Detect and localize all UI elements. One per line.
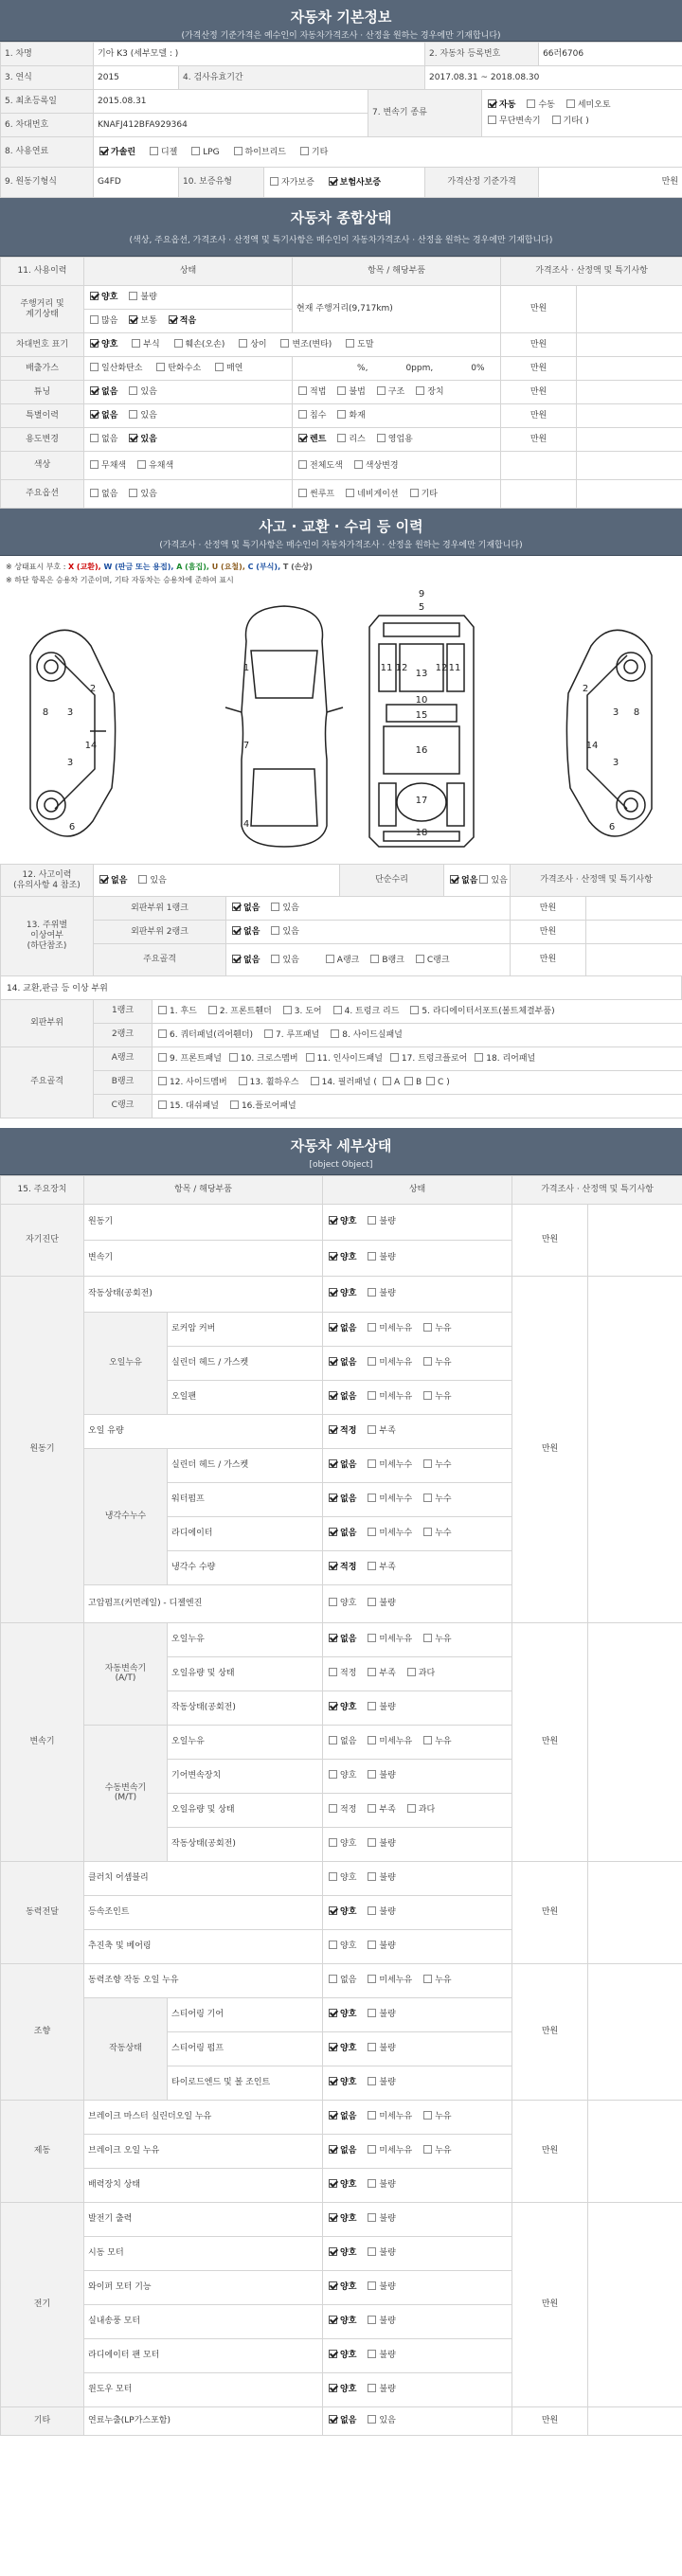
reg-number-label: 2. 자동차 등록번호 (425, 43, 539, 66)
main-frame-label: 주요골격 (94, 944, 226, 976)
checkbox[interactable] (410, 1006, 419, 1014)
detail-status-table: 15. 주요장치 항목 / 해당부품 상태 가격조사 · 산정액 및 특기사항 자기진단 원동기 양호 불량 만원 변속기 양호 불량 원동기 작동상태(공회전) 양호 불량 만원 오일누유 로커암 커버 없음 미세누유 누유 실린더 헤드 / 가스켓 없음 미세누유 누유 오일팬 없음 미세누유 누유 오일 유량 적정 부족 냉각수누수 실린더 헤드 / 가스켓 없음 미세누수 누수 워터펌프 없음 미세누수 누수 라디에이터 없음 미세누수 누수 냉각수 수량 적정 부족 고압펌프(커먼레일) - 디젤엔진 양호 불량 변속기 자동변속기 (A/T) 오일누유 없음 미세누유 누유 만원 오일유량 및 상태 적정 부족 과다 작동상태(공회전) 양호 불량 수동변속기 (M/T) 오일누유 없음 미세누유 누유 기어변속장치 양호 불량 오일유량 및 상태 적정 부족 과다 작동상태(공회전) 양호 불량 동력전달 클러치 어셈블리 양호 불량 만원 등속조인트 양호 불량 추진축 및 베어링 양호 불량 조향 동력조향 작동 오일 누유 없음 미세누유 누유 만원 작동상태 스티어링 기어 양호 불량 스티어링 펌프 양호 불량 타이로드엔드 및 볼 조인트 양호 불량 제동 브레이크 마스터 실린더오일 누유 없음 미세누유 누유 만원 브레이크 오일 누유 없음 미세누유 누유 배력장치 상태 양호 불량 전기 발전기 출력 양호 불량 만원 시동 모터 양호 불량 와이퍼 모터 기능 양호 불량 실내송풍 모터 양호 불량 라디에이터 팬 모터 양호 불량 윈도우 모터 양호 불량 기타 연료누출(LP가스포함) 없음 있음 만원 (0, 1175, 682, 2436)
checkbox[interactable] (138, 875, 147, 884)
checkbox-checked[interactable] (329, 1702, 337, 1710)
part-1-label: 1 (242, 663, 250, 673)
checkbox-checked[interactable] (129, 434, 137, 442)
checkbox-checked[interactable] (329, 2179, 337, 2188)
checkbox-checked[interactable] (90, 292, 99, 300)
checkbox-checked[interactable] (329, 1425, 337, 1434)
checkbox[interactable] (329, 1770, 337, 1779)
checkbox[interactable] (368, 2111, 376, 2120)
checkbox[interactable] (416, 386, 424, 395)
checkbox-checked[interactable] (329, 1634, 337, 1642)
part-17-label: 17 (415, 796, 428, 806)
checkbox[interactable] (271, 903, 279, 911)
checkbox[interactable] (368, 1804, 376, 1813)
checkbox[interactable] (368, 1323, 376, 1332)
checkbox[interactable] (368, 1288, 376, 1297)
checkbox-checked[interactable] (329, 2384, 337, 2392)
section-title: 자동차 기본정보 (290, 9, 392, 26)
checkbox[interactable] (229, 1053, 238, 1062)
checkbox[interactable] (423, 1323, 432, 1332)
checkbox-checked[interactable] (329, 1528, 337, 1536)
accident-history-label: 12. 사고이력 (유의사항 4 참조) (1, 865, 94, 897)
simple-repair-label: 단순수리 (340, 865, 444, 897)
fuel-label: 8. 사용연료 (1, 137, 94, 168)
checkbox[interactable] (129, 292, 137, 300)
checkbox-checked[interactable] (329, 177, 337, 186)
checkbox[interactable] (298, 460, 307, 469)
checkbox[interactable] (368, 2384, 376, 2392)
checkbox[interactable] (90, 363, 99, 371)
checkbox[interactable] (90, 434, 99, 442)
transmission-options: 자동 수동 세미오토 무단변속기 기타( ) (482, 90, 682, 137)
checkbox[interactable] (208, 1006, 217, 1014)
checkbox[interactable] (311, 1077, 319, 1085)
col-usage-history: 11. 사용이력 (1, 258, 84, 286)
options-label: 주요옵션 (1, 480, 84, 509)
checkbox[interactable] (300, 147, 309, 155)
checkbox-checked[interactable] (329, 2281, 337, 2290)
checkbox[interactable] (150, 147, 158, 155)
checkbox[interactable] (368, 1736, 376, 1744)
checkbox[interactable] (368, 2350, 376, 2358)
checkbox[interactable] (368, 1459, 376, 1468)
outer-rank1-label: 외판부위 1랭크 (94, 897, 226, 921)
col-item: 항목 / 해당부품 (84, 1175, 323, 1204)
checkbox-checked[interactable] (329, 1494, 337, 1502)
checkbox[interactable] (377, 434, 386, 442)
group-transmission: 변속기 (1, 1622, 84, 1861)
year-label: 3. 연식 (1, 66, 94, 90)
inspection-label: 4. 검사유효기간 (179, 66, 425, 90)
checkbox[interactable] (368, 1770, 376, 1779)
checkbox[interactable] (368, 1216, 376, 1225)
checkbox[interactable] (368, 1252, 376, 1261)
checkbox[interactable] (368, 1598, 376, 1606)
first-reg-value: 2015.08.31 (94, 90, 368, 114)
tuning-label: 튜닝 (1, 381, 84, 404)
checkbox[interactable] (423, 1634, 432, 1642)
checkbox[interactable] (129, 410, 137, 419)
checkbox-checked[interactable] (329, 2213, 337, 2222)
main-frame-group-label: 주요골격 (1, 1046, 94, 1118)
col-price: 가격조사 · 산정액 및 특기사항 (501, 258, 682, 286)
basic-info-header (0, 0, 682, 42)
checkbox-checked[interactable] (329, 2077, 337, 2085)
checkbox[interactable] (329, 1804, 337, 1813)
vin-label: 6. 차대번호 (1, 114, 94, 137)
checkbox-checked[interactable] (329, 1391, 337, 1400)
checkbox[interactable] (129, 489, 137, 497)
section-title: 사고 · 교환 · 수리 등 이력 (259, 518, 423, 535)
checkbox[interactable] (368, 1528, 376, 1536)
transmission-label: 7. 변속기 종류 (368, 90, 482, 137)
checkbox[interactable] (368, 1941, 376, 1949)
checkbox[interactable] (329, 1975, 337, 1983)
checkbox[interactable] (370, 955, 379, 963)
checkbox[interactable] (368, 2077, 376, 2085)
checkbox[interactable] (191, 147, 200, 155)
warranty-label: 10. 보증유형 (179, 168, 264, 198)
checkbox[interactable] (390, 1053, 399, 1062)
part-3b-label: 3 (66, 758, 74, 768)
checkbox[interactable] (239, 339, 247, 348)
checkbox[interactable] (423, 1528, 432, 1536)
group-brake: 제동 (1, 2100, 84, 2202)
checkbox[interactable] (368, 1494, 376, 1502)
group-electric: 전기 (1, 2202, 84, 2406)
section-title: 자동차 종합상태 (290, 209, 392, 226)
checkbox[interactable] (368, 2281, 376, 2290)
checkbox[interactable] (90, 460, 99, 469)
checkbox-checked[interactable] (329, 2145, 337, 2154)
checkbox[interactable] (368, 2043, 376, 2051)
checkbox[interactable] (132, 339, 140, 348)
checkbox[interactable] (368, 2415, 376, 2424)
checkbox[interactable] (527, 99, 535, 108)
checkbox[interactable] (129, 386, 137, 395)
outer-rank2-label: 외판부위 2랭크 (94, 921, 226, 944)
checkbox[interactable] (368, 2145, 376, 2154)
checkbox[interactable] (423, 2111, 432, 2120)
part-12b-label: 12 (435, 663, 448, 673)
detail-status-header (0, 1128, 682, 1175)
part-16-label: 16 (415, 745, 428, 756)
part-2-label: 2 (89, 684, 97, 694)
checkbox[interactable] (329, 1838, 337, 1847)
checkbox[interactable] (423, 1357, 432, 1366)
part-13-label: 13 (415, 669, 428, 679)
checkbox[interactable] (326, 955, 334, 963)
checkbox[interactable] (426, 1077, 435, 1085)
checkbox[interactable] (416, 955, 424, 963)
checkbox[interactable] (137, 460, 146, 469)
checkbox[interactable] (383, 1077, 391, 1085)
group-power-transfer: 동력전달 (1, 1861, 84, 1963)
group-self-diag: 자기진단 (1, 1204, 84, 1276)
checkbox-checked[interactable] (329, 2316, 337, 2324)
checkbox[interactable] (368, 1562, 376, 1570)
checkbox[interactable] (158, 1029, 167, 1038)
special-history-label: 특별이력 (1, 404, 84, 428)
checkbox[interactable] (410, 489, 419, 497)
checkbox-checked[interactable] (329, 1252, 337, 1261)
checkbox[interactable] (407, 1668, 416, 1676)
checkbox-checked[interactable] (329, 2111, 337, 2120)
checkbox[interactable] (368, 2213, 376, 2222)
engine-type-value: G4FD (94, 168, 179, 198)
checkbox[interactable] (298, 410, 307, 419)
legend: ※ 상태표시 부호 : X (교환), W (판금 또는 용접), A (흠집), U (요철), C (부식), T (손상) ※ 하단 항목은 승용차 기준이며, 기타 자동차는 승용차에 준하여 표시 (6, 563, 313, 584)
checkbox-checked[interactable] (129, 315, 137, 324)
vehicle-diagram: 1 2 3 3 4 5 6 7 8 9 10 11 11 12 12 13 14 15 16 17 18 2 3 8 3 14 6 (0, 589, 682, 864)
section-subtitle: (가격산정 기준가격은 예수인이 자동차가격조사 · 산정을 원하는 경우에만 기재합니다) (181, 31, 501, 41)
checkbox[interactable] (158, 1077, 167, 1085)
checkbox[interactable] (423, 1975, 432, 1983)
checkbox[interactable] (298, 489, 307, 497)
checkbox[interactable] (488, 116, 496, 124)
warranty-options: 자가보증 보험사보증 (264, 168, 425, 198)
checkbox[interactable] (423, 1459, 432, 1468)
part-11-label: 11 (380, 663, 393, 673)
checkbox-checked[interactable] (329, 2247, 337, 2256)
part-15-label: 15 (415, 710, 428, 721)
outer-panel-label: 외판부위 (1, 999, 94, 1046)
part-4-label: 4 (242, 819, 250, 830)
checkbox[interactable] (354, 460, 363, 469)
base-price-unit: 만원 (539, 168, 682, 198)
checkbox-checked[interactable] (232, 926, 241, 935)
checkbox[interactable] (368, 2316, 376, 2324)
vin-value: KNAFJ412BFA929364 (94, 114, 368, 137)
part-14-label: 14 (84, 741, 98, 751)
inspection-value: 2017.08.31 ~ 2018.08.30 (425, 66, 682, 90)
usage-change-label: 용도변경 (1, 428, 84, 452)
checkbox[interactable] (333, 1006, 342, 1014)
checkbox[interactable] (234, 147, 242, 155)
part-5-label: 5 (418, 602, 425, 613)
reg-number-value: 66러6706 (539, 43, 682, 66)
checkbox[interactable] (306, 1053, 314, 1062)
section-subtitle: (가격조사 · 산정액 및 특기사항은 매수인이 자동차가격조사 · 산정을 원하는 경우에만 기재합니다) (159, 541, 523, 550)
col-main-device: 15. 주요장치 (1, 1175, 84, 1204)
part-12-label: 12 (395, 663, 408, 673)
checkbox[interactable] (552, 116, 561, 124)
checkbox-checked[interactable] (232, 955, 241, 963)
checkbox[interactable] (368, 1872, 376, 1881)
checkbox-checked[interactable] (329, 2415, 337, 2424)
checkbox[interactable] (479, 875, 488, 884)
checkbox[interactable] (174, 339, 183, 348)
group-steering: 조향 (1, 1963, 84, 2100)
first-reg-label: 5. 최초등록일 (1, 90, 94, 114)
checkbox[interactable] (475, 1053, 483, 1062)
part-6-label: 6 (68, 822, 76, 832)
checkbox[interactable] (271, 926, 279, 935)
checkbox[interactable] (346, 489, 354, 497)
checkbox-checked[interactable] (99, 875, 108, 884)
checkbox-checked[interactable] (90, 410, 99, 419)
col-item: 항목 / 해당부품 (293, 258, 501, 286)
col-price: 가격조사 · 산정액 및 특기사항 (511, 865, 682, 897)
col-status: 상태 (84, 258, 293, 286)
checkbox-checked[interactable] (329, 1357, 337, 1366)
checkbox-checked[interactable] (329, 1288, 337, 1297)
part-18-label: 18 (415, 828, 428, 838)
checkbox[interactable] (368, 2179, 376, 2188)
section-subtitle: (색상, 주요옵션, 가격조사 · 산정액 및 특기사항은 매수인이 자동차가격조사 · 산정을 원하는 경우에만 기재합니다) (129, 236, 553, 245)
checkbox[interactable] (337, 410, 346, 419)
checkbox-checked[interactable] (450, 875, 458, 884)
checkbox[interactable] (329, 1736, 337, 1744)
part-9-label: 9 (418, 589, 425, 599)
fuel-options: 가솔린 디젤 LPG 하이브리드 기타 (94, 137, 682, 168)
checkbox[interactable] (423, 1736, 432, 1744)
part-7-label: 7 (242, 741, 250, 751)
checkbox-checked[interactable] (329, 2350, 337, 2358)
group-etc: 기타 (1, 2406, 84, 2435)
checkbox-checked[interactable] (329, 1906, 337, 1915)
checkbox-checked[interactable] (298, 434, 307, 442)
checkbox[interactable] (90, 315, 99, 324)
checkbox[interactable] (337, 386, 346, 395)
part-10-label: 10 (415, 695, 428, 706)
checkbox[interactable] (329, 1941, 337, 1949)
checkbox[interactable] (407, 1804, 416, 1813)
checkbox[interactable] (156, 363, 165, 371)
checkbox-checked[interactable] (232, 903, 241, 911)
part-11b-label: 11 (448, 663, 461, 673)
col-price: 가격조사 · 산정액 및 특기사항 (512, 1175, 682, 1204)
accident-history-header (0, 509, 682, 556)
color-label: 색상 (1, 452, 84, 480)
checkbox[interactable] (368, 1425, 376, 1434)
group-engine: 원동기 (1, 1276, 84, 1622)
checkbox[interactable] (423, 1391, 432, 1400)
basic-info-table (0, 42, 682, 198)
checkbox[interactable] (368, 1391, 376, 1400)
checkbox[interactable] (368, 1838, 376, 1847)
year-value: 2015 (94, 66, 179, 90)
checkbox[interactable] (280, 339, 289, 348)
part-8-label: 8 (42, 707, 49, 718)
checkbox[interactable] (368, 1906, 376, 1915)
checkbox[interactable] (368, 1702, 376, 1710)
checkbox[interactable] (331, 1029, 339, 1038)
exchange-parts-table: 외판부위 1랭크 1. 후드 2. 프론트휀더 3. 도어 4. 트렁크 리드 5. 라디에이터서포트(볼트체결부품) 2랭크 6. 쿼터패널(리어휀더) 7. 루프패널 8. 사이드실패널 주요골격 A랭크 9. 프론트패널 10. 크로스멤버 11. 인사이드패널 17. 트렁크플로어 18. 리어패널 B랭크 12. 사이드멤버 13. 휠하우스 14. 필러패널 ( A B C ) C랭크 15. 대쉬패널 16.플로어패널 (0, 999, 682, 1118)
overall-status-header (0, 198, 682, 257)
checkbox[interactable] (298, 386, 307, 395)
accident-summary-table: 12. 사고이력 (유의사항 4 참조) 없음 있음 단순수리 없음 있음 가격조사 · 산정액 및 특기사항 13. 주위별 이상여부 (하단참조) 외판부위 1랭크 없음 있음 만원 외판부위 2랭크 없음 있음 만원 주요골격 없음 있음 A랭크 B랭크 C랭크 만원 (0, 864, 682, 976)
checkbox-checked[interactable] (329, 1562, 337, 1570)
checkbox[interactable] (423, 1494, 432, 1502)
checkbox[interactable] (329, 1668, 337, 1676)
checkbox[interactable] (423, 2145, 432, 2154)
emission-label: 배출가스 (1, 357, 84, 381)
checkbox[interactable] (158, 1100, 167, 1109)
checkbox[interactable] (368, 1357, 376, 1366)
col-status: 상태 (323, 1175, 512, 1204)
checkbox-checked[interactable] (329, 1216, 337, 1225)
engine-type-label: 9. 원동기형식 (1, 168, 94, 198)
checkbox[interactable] (346, 339, 354, 348)
price-unit: 만원 (501, 286, 577, 333)
part-3-label: 3 (66, 707, 74, 718)
checkbox[interactable] (329, 1598, 337, 1606)
checkbox-checked[interactable] (90, 386, 99, 395)
checkbox[interactable] (283, 1006, 292, 1014)
checkbox[interactable] (404, 1077, 413, 1085)
checkbox[interactable] (368, 1975, 376, 1983)
checkbox-checked[interactable] (329, 1459, 337, 1468)
section-subtitle: [object Object] (309, 1159, 373, 1170)
exchange-parts-title: 14. 교환,판금 등 이상 부위 (0, 976, 682, 999)
checkbox[interactable] (90, 489, 99, 497)
checkbox[interactable] (215, 363, 224, 371)
checkbox-checked[interactable] (329, 1323, 337, 1332)
checkbox[interactable] (271, 955, 279, 963)
mileage-label: 주행거리 및 계기상태 (1, 286, 84, 333)
section-title: 자동차 세부상태 (290, 1136, 392, 1154)
checkbox[interactable] (368, 2009, 376, 2017)
checkbox[interactable] (368, 2247, 376, 2256)
checkbox[interactable] (329, 1872, 337, 1881)
car-name-label: 1. 차명 (1, 43, 94, 66)
checkbox[interactable] (368, 1668, 376, 1676)
checkbox[interactable] (337, 434, 346, 442)
checkbox[interactable] (158, 1053, 167, 1062)
checkbox[interactable] (230, 1100, 239, 1109)
checkbox-checked[interactable] (329, 2009, 337, 2017)
checkbox[interactable] (270, 177, 278, 186)
base-price-label: 가격산정 기준가격 (425, 168, 539, 198)
checkbox-checked[interactable] (169, 315, 177, 324)
checkbox-checked[interactable] (329, 2043, 337, 2051)
part-status-label: 13. 주위별 이상여부 (하단참조) (1, 897, 94, 976)
checkbox[interactable] (158, 1006, 167, 1014)
checkbox[interactable] (239, 1077, 247, 1085)
checkbox-checked[interactable] (90, 339, 99, 348)
car-name-value: 기아 K3 (세부모델 : ) (94, 43, 425, 66)
car-outline-svg (0, 589, 682, 864)
checkbox[interactable] (377, 386, 386, 395)
mileage-item: 현재 주행거리(9,717km) (293, 286, 501, 333)
checkbox-checked[interactable] (488, 99, 496, 108)
checkbox[interactable] (368, 1634, 376, 1642)
overall-status-table: 11. 사용이력 상태 항목 / 해당부품 가격조사 · 산정액 및 특기사항 주행거리 및 계기상태 양호 불량 현재 주행거리(9,717km) 만원 많음 보통 적음 차대번호 표기 양호 부식 훼손(오손) 상이 변조(변타) 도말 만원 배출가스 일산화탄소 탄화수소 매연 %, 0ppm, 0% 만원 튜닝 없음 있음 적법 불법 구조 장치 만원 특별이력 없음 있음 침수 화재 만원 용도변경 없음 있음 렌트 리스 영업용 만원 색상 무채색 유채색 전체도색 색상변경 주요옵션 없음 있음 썬루프 네비게이션 기타 (0, 257, 682, 509)
checkbox-checked[interactable] (99, 147, 108, 155)
checkbox[interactable] (566, 99, 575, 108)
vin-mark-label: 차대번호 표기 (1, 333, 84, 357)
checkbox[interactable] (264, 1029, 273, 1038)
